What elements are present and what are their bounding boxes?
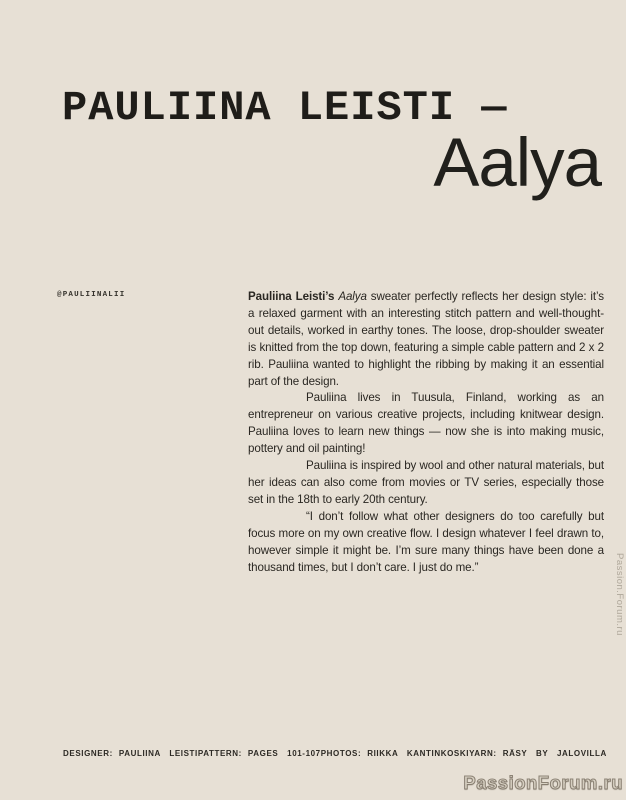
watermark-bottom: PassionForum.ru	[463, 772, 623, 793]
credit-photos-value: RIIKKA KANTINKOSKI	[367, 749, 470, 758]
credit-yarn	[469, 749, 607, 758]
paragraph-2: Pauliina lives in Tuusula, Finland, working as an entrepreneur on various creative projects, including knitwear design. Pauliina loves to learn new things — now she is into making music, pottery and oil painting!	[248, 391, 604, 456]
credit-pattern	[198, 749, 321, 758]
credit-photos-label: PHOTOS:	[320, 749, 362, 758]
designer-name-heading: PAULIINA LEISTI —	[62, 84, 508, 132]
credit-designer	[63, 749, 198, 758]
watermark-side: Passion.Forum.ru	[614, 553, 625, 636]
paragraph-4: “I don’t follow what other designers do too carefully but focus more on my own creative flow. I design whatever I feel drawn to, however simple it might be. I’m sure many things have been done a thousand times, but I don’t care. I just do me.”	[248, 509, 604, 574]
credit-pattern-value: PAGES 101-107	[247, 749, 321, 758]
instagram-handle: @PAULIINALII	[57, 291, 126, 299]
pattern-title: Aalya	[433, 124, 601, 201]
credit-yarn-value: RÄSY BY JALOVILLA	[502, 749, 607, 758]
paragraph-1	[248, 289, 604, 390]
paragraph-1-text: sweater perfectly reflects her design style: it’s a relaxed garment with an interesting stitch pattern and well-thought-out details, worked in earthy tones. The loose, drop-shoulder sweater is knitted from the top down, featuring a simple cable pattern and 2 x 2 rib. Pauliina wanted to highlight the ribbing by making it an essential part of the design.	[248, 290, 604, 388]
credit-designer-value: PAULIINA LEISTI	[118, 749, 198, 758]
designer-name-bold: Pauliina Leisti’s	[248, 290, 335, 303]
credits-bar	[63, 749, 607, 758]
credit-designer-label: DESIGNER:	[63, 749, 113, 758]
article-body	[248, 289, 604, 576]
credit-pattern-label: PATTERN:	[197, 749, 242, 758]
paragraph-3: Pauliina is inspired by wool and other natural materials, but her ideas can also come from movies or TV series, especially those set in the 18th to early 20th century.	[248, 459, 604, 506]
credit-yarn-label: YARN:	[469, 749, 497, 758]
pattern-name-italic: Aalya	[338, 290, 367, 303]
credit-photos	[321, 749, 469, 758]
